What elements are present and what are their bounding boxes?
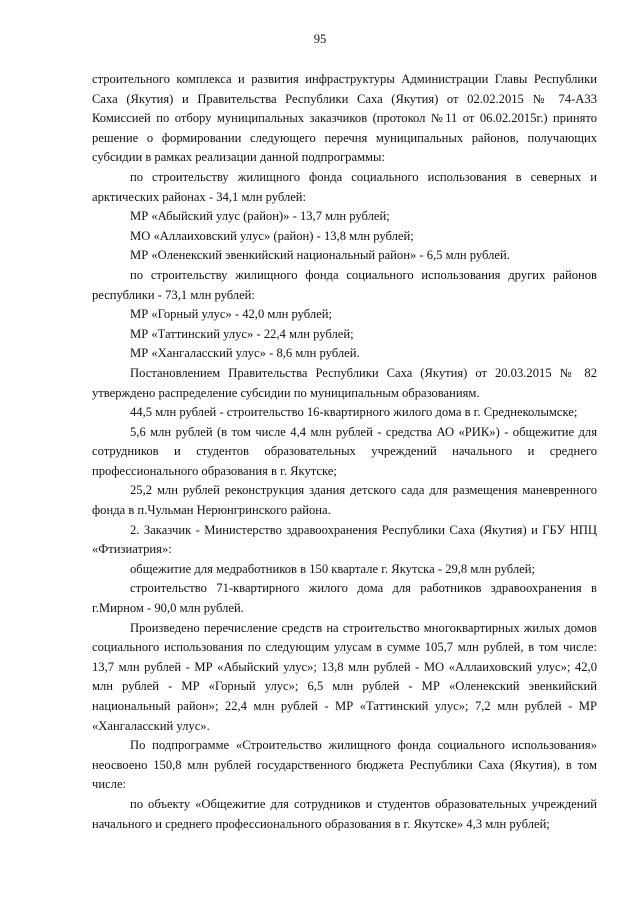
paragraph: Произведено перечисление средств на строительство многоквартирных жилых домов социального использования по следующим улусам в сумме 105,7 млн рублей, в том числе: 13,7 млн рублей - МР «Абыйский улус»; 13,8 млн рублей - МО «Аллаиховский улус»; 42,0 млн рублей - МР «Горный улус»; 6,5 млн рублей - МР «Оленекский эвенкийский национальный район»; 22,4 млн рублей - МР «Таттинский улус»; 7,2 млн рублей - МР «Хангаласский улус».: [92, 620, 597, 733]
paragraph: По подпрограмме «Строительство жилищного фонда социального использования» неосвоено 150,8 млн рублей государственного бюджета Республики Саха (Якутия), в том числе:: [92, 738, 597, 792]
list-item: 44,5 млн рублей - строительство 16-квартирного жилого дома в г. Среднеколымске;: [130, 405, 578, 420]
list-item: 25,2 млн рублей реконструкция здания детского сада для размещения маневренного фонда в п.Чульман Нерюнгринского района.: [92, 483, 597, 518]
list-item: МР «Оленекский эвенкийский национальный район» - 6,5 млн рублей.: [130, 248, 510, 263]
paragraph: по объекту «Общежитие для сотрудников и студентов образовательных учреждений начального и среднего профессионального образования в г. Якутске» 4,3 млн рублей;: [92, 796, 597, 831]
list-item: МР «Абыйский улус (район)» - 13,7 млн рублей;: [130, 209, 390, 224]
list-item: общежитие для медработников в 150 квартале г. Якутска - 29,8 млн рублей;: [130, 561, 535, 576]
list-item: МР «Хангаласский улус» - 8,6 млн рублей.: [130, 346, 360, 361]
paragraph: строительного комплекса и развития инфраструктуры Администрации Главы Республики Саха (Якутия) и Правительства Республики Саха (Якутия) от 02.02.2015 № 74-А33 Комиссией по отбору муниципальных заказчиков (протокол №11 от 06.02.2015г.) принято решение о формировании следующего перечня муниципальных районов, получающих субсидии в рамках реализации данной подпрограммы:: [92, 72, 597, 165]
list-item: строительство 71-квартирного жилого дома для работников здравоохранения в г.Мирном - 90,0 млн рублей.: [92, 581, 597, 616]
paragraph: по строительству жилищного фонда социального использования в северных и арктических районах - 34,1 млн рублей:: [92, 169, 597, 204]
list-item: МР «Таттинский улус» - 22,4 млн рублей;: [130, 326, 354, 341]
paragraph: по строительству жилищного фонда социального использования других районов республики - 73,1 млн рублей:: [92, 267, 597, 302]
page-number: 95: [313, 32, 327, 46]
body-text: [92, 70, 597, 834]
list-item: 5,6 млн рублей (в том числе 4,4 млн рублей - средства АО «РИК») - общежитие для сотрудников и студентов образовательных учреждений начального и среднего профессионального образования в г. Якутске;: [92, 424, 597, 478]
paragraph: 2. Заказчик - Министерство здравоохранения Республики Саха (Якутия) и ГБУ НПЦ «Фтизиатрия»:: [92, 522, 597, 557]
paragraph: Постановлением Правительства Республики Саха (Якутия) от 20.03.2015 № 82 утверждено распределение субсидии по муниципальным образованиям.: [92, 365, 597, 400]
list-item: МО «Аллаиховский улус» (район) - 13,8 млн рублей;: [130, 228, 414, 243]
list-item: МР «Горный улус» - 42,0 млн рублей;: [130, 307, 333, 322]
